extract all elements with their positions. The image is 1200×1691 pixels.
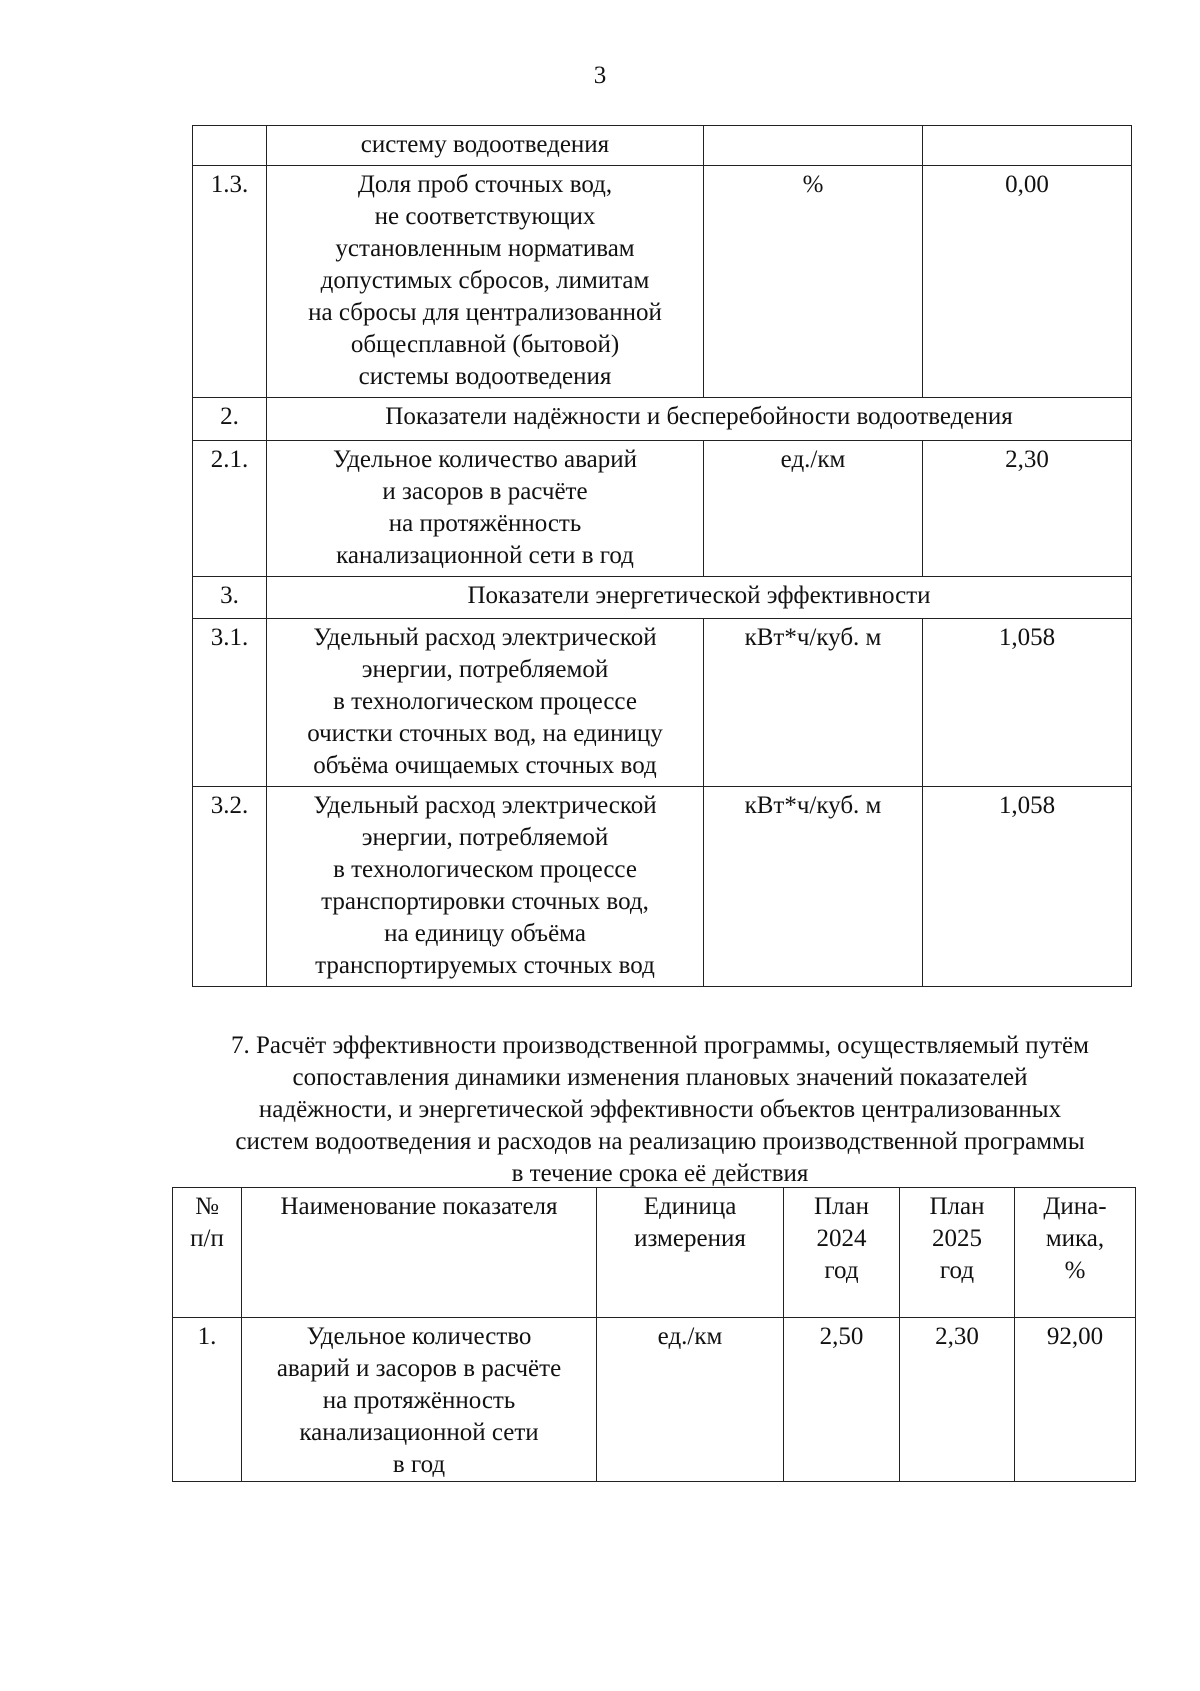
value-cell: 1,058 xyxy=(923,787,1132,987)
header-line: 2025 xyxy=(932,1225,982,1252)
name-line: на протяжённость xyxy=(388,510,582,537)
name-line: в технологическом процессе xyxy=(333,688,637,715)
name-line: энергии, потребляемой xyxy=(361,824,609,851)
efficiency-table xyxy=(172,1187,1136,1482)
name-line: Удельное количество аварий xyxy=(333,446,637,473)
header-line: измерения xyxy=(634,1225,746,1252)
name-line: в технологическом процессе xyxy=(333,856,637,883)
header-line: Наименование показателя xyxy=(280,1193,558,1220)
page-number: 3 xyxy=(593,62,607,89)
name-line: на протяжённость xyxy=(322,1387,516,1414)
dynamics-cell: 92,00 xyxy=(1015,1318,1136,1482)
row-number: 3.2. xyxy=(193,787,267,987)
caption-line: систем водоотведения и расходов на реализацию производственной программы xyxy=(235,1128,1085,1155)
name-line: Удельный расход электрической xyxy=(313,792,657,819)
caption-line: в течение срока её действия xyxy=(511,1160,809,1187)
name-line: транспортируемых сточных вод xyxy=(315,952,655,979)
row-number: 2.1. xyxy=(193,441,267,577)
value-cell xyxy=(923,126,1132,166)
name-line: на сбросы для централизованной xyxy=(308,299,662,326)
header-line: % xyxy=(1064,1257,1086,1284)
name-line: общесплавной (бытовой) xyxy=(350,331,620,358)
table-row xyxy=(193,787,1132,987)
dynamics-header xyxy=(1015,1188,1136,1318)
name-line: транспортировки сточных вод, xyxy=(321,888,649,915)
section-title: Показатели надёжности и бесперебойности водоотведения xyxy=(267,398,1132,441)
header-line: мика, xyxy=(1045,1225,1105,1252)
indicator-name xyxy=(267,126,704,166)
plan-2024-header xyxy=(784,1188,900,1318)
indicator-name xyxy=(267,619,704,787)
section-row xyxy=(193,577,1132,619)
header-line: 2024 xyxy=(816,1225,867,1252)
row-number: 1. xyxy=(173,1318,242,1482)
caption-line: надёжности, и энергетической эффективности объектов централизованных xyxy=(258,1096,1062,1123)
name-line: на единицу объёма xyxy=(384,920,586,947)
row-number: 1.3. xyxy=(193,166,267,398)
name-line: установленным нормативам xyxy=(335,235,635,262)
unit-cell xyxy=(704,126,923,166)
caption-line: сопоставления динамики изменения плановых значений показателей xyxy=(292,1064,1028,1091)
header-line: год xyxy=(824,1257,859,1284)
header-row xyxy=(173,1188,1136,1318)
row-number: 3.1. xyxy=(193,619,267,787)
value-cell: 1,058 xyxy=(923,619,1132,787)
table-row xyxy=(193,166,1132,398)
caption-line: 7. Расчёт эффективности производственной программы, осуществляемый путём xyxy=(231,1032,1089,1059)
name-line: канализационной сети xyxy=(299,1419,539,1446)
table-row xyxy=(193,126,1132,166)
indicators-table xyxy=(192,125,1132,987)
num-header xyxy=(173,1188,242,1318)
header-line: План xyxy=(813,1193,869,1220)
name-line: очистки сточных вод, на единицу xyxy=(307,720,663,747)
indicator-name xyxy=(267,787,704,987)
name-line: Удельный расход электрической xyxy=(313,624,657,651)
row-number: 3. xyxy=(193,577,267,619)
section-7-caption xyxy=(180,1030,1140,1190)
name-line: объёма очищаемых сточных вод xyxy=(313,752,657,779)
name-line: допустимых сбросов, лимитам xyxy=(320,267,650,294)
row-number: 2. xyxy=(193,398,267,441)
unit-cell: % xyxy=(704,166,923,398)
plan-2025-header xyxy=(900,1188,1015,1318)
unit-cell: ед./км xyxy=(597,1318,784,1482)
name-line: и засоров в расчёте xyxy=(382,478,588,505)
plan-2024-cell: 2,50 xyxy=(784,1318,900,1482)
row-number xyxy=(193,126,267,166)
indicator-name xyxy=(267,166,704,398)
unit-cell: кВт*ч/куб. м xyxy=(704,619,923,787)
header-line: Дина- xyxy=(1043,1193,1107,1220)
name-line: не соответствующих xyxy=(374,203,596,230)
name-line: системы водоотведения xyxy=(358,363,612,390)
header-line: год xyxy=(939,1257,975,1284)
name-line: Доля проб сточных вод, xyxy=(357,171,613,198)
header-line: Единица xyxy=(643,1193,737,1220)
table-row xyxy=(193,619,1132,787)
header-line: п/п xyxy=(190,1225,224,1252)
name-line: канализационной сети в год xyxy=(336,542,634,569)
indicator-name xyxy=(267,441,704,577)
unit-cell: ед./км xyxy=(704,441,923,577)
name-line: в год xyxy=(392,1451,446,1478)
section-row xyxy=(193,398,1132,441)
header-line: План xyxy=(929,1193,985,1220)
indicator-name xyxy=(242,1318,597,1482)
table-row xyxy=(173,1318,1136,1482)
table-row xyxy=(193,441,1132,577)
header-line: № xyxy=(195,1193,219,1220)
value-cell: 0,00 xyxy=(923,166,1132,398)
name-line: аварий и засоров в расчёте xyxy=(276,1355,562,1382)
name-line: Удельное количество xyxy=(306,1323,532,1350)
unit-header xyxy=(597,1188,784,1318)
plan-2025-cell: 2,30 xyxy=(900,1318,1015,1482)
name-line: систему водоотведения xyxy=(360,131,610,158)
name-line: энергии, потребляемой xyxy=(361,656,609,683)
value-cell: 2,30 xyxy=(923,441,1132,577)
section-title: Показатели энергетической эффективности xyxy=(267,577,1132,619)
unit-cell: кВт*ч/куб. м xyxy=(704,787,923,987)
name-header xyxy=(242,1188,597,1318)
